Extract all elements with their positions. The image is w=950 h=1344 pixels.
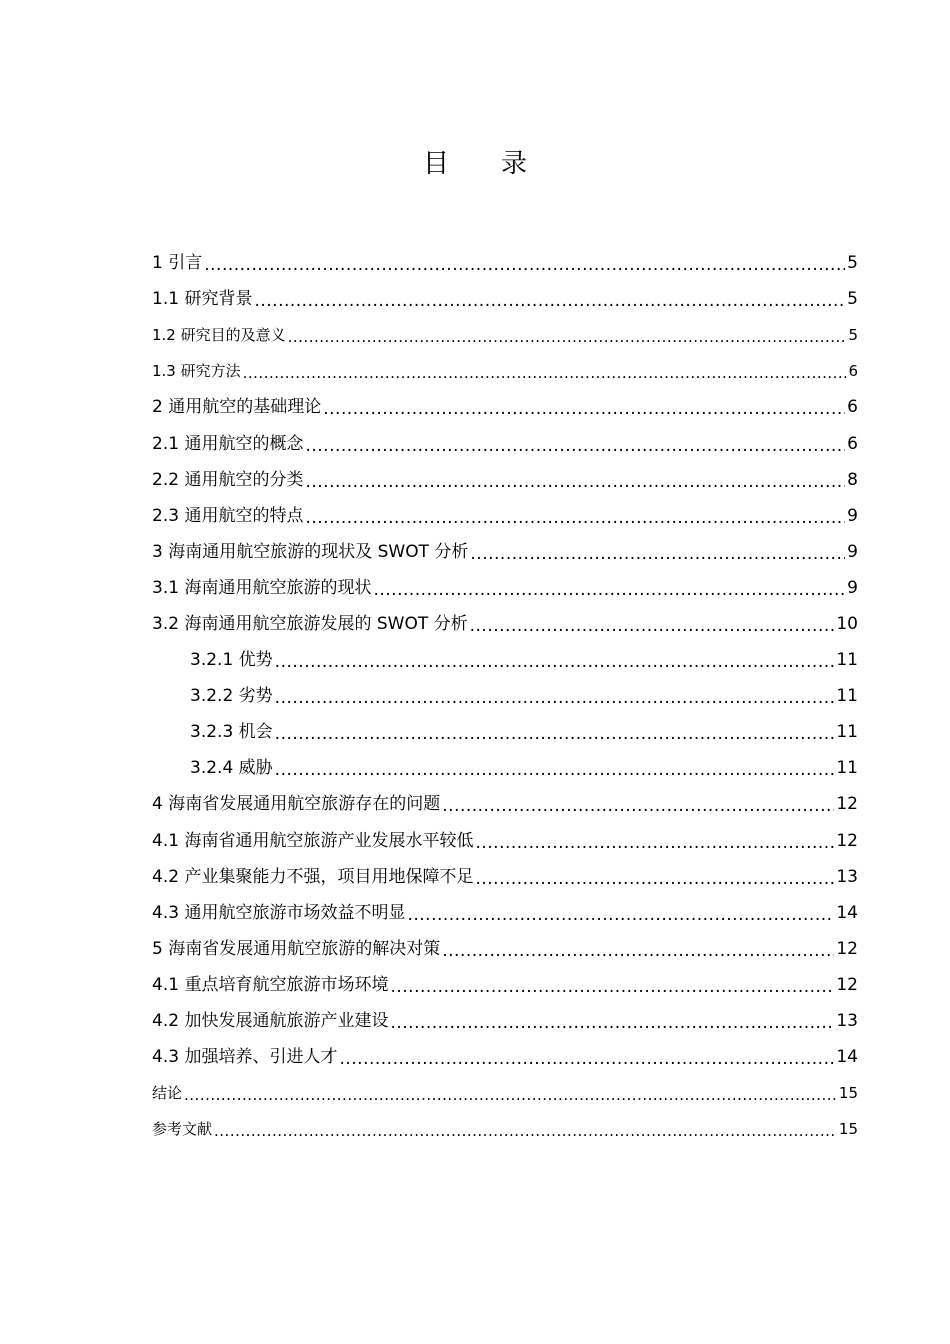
dot-leader: [373, 580, 845, 600]
dot-leader: [305, 472, 845, 492]
toc-entry-label: 4 海南省发展通用航空旅游存在的问题: [152, 794, 441, 815]
toc-entry-label: 4.1 海南省通用航空旅游产业发展水平较低: [152, 830, 474, 851]
toc-entry[interactable]: [152, 786, 858, 822]
dot-leader: [470, 544, 845, 564]
toc-entry-page-number: 11: [836, 686, 858, 707]
toc-entry-label: 4.2 加快发展通航旅游产业建设: [152, 1011, 389, 1032]
toc-entry-label: 3 海南通用航空旅游的现状及 SWOT 分析: [152, 541, 469, 562]
dot-leader: [214, 1121, 837, 1141]
toc-entry-page-number: 13: [836, 1011, 858, 1032]
dot-leader: [470, 616, 835, 636]
toc-entry[interactable]: [152, 1075, 858, 1111]
toc-entry[interactable]: [152, 281, 858, 317]
toc-entry-page-number: 6: [847, 433, 858, 454]
toc-entry-page-number: 12: [836, 794, 858, 815]
toc-entry-page-number: 13: [836, 866, 858, 887]
dot-leader: [442, 796, 834, 816]
dot-leader: [442, 941, 834, 961]
toc-entry-label: 2.1 通用航空的概念: [152, 433, 304, 454]
toc-entry-page-number: 12: [836, 830, 858, 851]
dot-leader: [204, 255, 845, 275]
toc-entry[interactable]: [152, 606, 858, 642]
toc-entry[interactable]: [152, 678, 858, 714]
dot-leader: [275, 724, 835, 744]
toc-entry[interactable]: [152, 570, 858, 606]
toc-entry-page-number: 5: [848, 326, 858, 345]
toc-entry-label: 3.2.4 威胁: [190, 758, 273, 779]
dot-leader: [475, 833, 834, 853]
toc-entry[interactable]: [152, 823, 858, 859]
toc-entry-label: 4.1 重点培育航空旅游市场环境: [152, 974, 389, 995]
dot-leader: [475, 869, 834, 889]
title-char-2: 录: [501, 149, 528, 179]
toc-entry[interactable]: [152, 1003, 858, 1039]
toc-entry-page-number: 10: [836, 613, 858, 634]
toc-entry-label: 4.3 通用航空旅游市场效益不明显: [152, 902, 406, 923]
toc-entry[interactable]: [152, 1039, 858, 1075]
title-char-1: 目: [422, 149, 449, 179]
toc-entry-label: 2.3 通用航空的特点: [152, 505, 304, 526]
toc-entry[interactable]: [152, 425, 858, 461]
toc-entry-page-number: 11: [836, 722, 858, 743]
toc-entry[interactable]: [152, 931, 858, 967]
dot-leader: [339, 1049, 834, 1069]
page-title: [0, 143, 950, 180]
dot-leader: [275, 760, 835, 780]
toc-entry[interactable]: [152, 353, 858, 389]
dot-leader: [184, 1085, 837, 1105]
dot-leader: [305, 508, 845, 528]
toc-entry-label: 3.2.3 机会: [190, 722, 273, 743]
toc-entry[interactable]: [152, 642, 858, 678]
toc-entry-page-number: 11: [836, 758, 858, 779]
toc-entry-page-number: 14: [836, 1047, 858, 1068]
dot-leader: [390, 977, 834, 997]
toc-entry-page-number: 9: [847, 577, 858, 598]
dot-leader: [243, 363, 847, 383]
toc-entry-label: 5 海南省发展通用航空旅游的解决对策: [152, 938, 441, 959]
dot-leader: [305, 436, 845, 456]
toc-entry-page-number: 8: [847, 469, 858, 490]
toc-entry[interactable]: [152, 750, 858, 786]
toc-entry-page-number: 15: [838, 1120, 858, 1139]
toc-entry-label: 4.3 加强培养、引进人才: [152, 1047, 338, 1068]
toc-entry-label: 3.2 海南通用航空旅游发展的 SWOT 分析: [152, 613, 468, 634]
toc-entry-label: 1.2 研究目的及意义: [152, 326, 286, 345]
toc-entry-page-number: 9: [847, 505, 858, 526]
toc-entry-label: 结论: [152, 1084, 183, 1103]
dot-leader: [288, 327, 847, 347]
toc-entry-page-number: 15: [838, 1084, 858, 1103]
toc-entry-page-number: 14: [836, 902, 858, 923]
toc-entry[interactable]: [152, 389, 858, 425]
toc-entry[interactable]: [152, 534, 858, 570]
toc-entry[interactable]: [152, 714, 858, 750]
toc-entry-label: 1.3 研究方法: [152, 362, 241, 381]
toc-entry[interactable]: [152, 245, 858, 281]
dot-leader: [254, 291, 845, 311]
toc-entry-page-number: 12: [836, 938, 858, 959]
toc-entry-label: 2 通用航空的基础理论: [152, 397, 322, 418]
toc-entry-page-number: 11: [836, 650, 858, 671]
toc-entry[interactable]: [152, 895, 858, 931]
dot-leader: [390, 1013, 834, 1033]
toc-entry-page-number: 12: [836, 974, 858, 995]
dot-leader: [275, 688, 835, 708]
toc-entry-label: 4.2 产业集聚能力不强，项目用地保障不足: [152, 866, 474, 887]
toc-entry-label: 3.1 海南通用航空旅游的现状: [152, 577, 372, 598]
toc-entry-page-number: 5: [847, 289, 858, 310]
toc-entry-label: 2.2 通用航空的分类: [152, 469, 304, 490]
dot-leader: [407, 905, 834, 925]
toc-entry-page-number: 5: [847, 253, 858, 274]
toc-entry[interactable]: [152, 462, 858, 498]
dot-leader: [323, 399, 845, 419]
toc-entry[interactable]: [152, 317, 858, 353]
toc-entry-label: 1 引言: [152, 253, 203, 274]
toc-entry-page-number: 9: [847, 541, 858, 562]
toc-entry[interactable]: [152, 498, 858, 534]
toc-entry-label: 参考文献: [152, 1120, 213, 1139]
dot-leader: [275, 652, 835, 672]
toc-entry[interactable]: [152, 967, 858, 1003]
table-of-contents: [152, 245, 858, 1147]
toc-entry-label: 3.2.1 优势: [190, 650, 273, 671]
toc-entry-label: 1.1 研究背景: [152, 289, 253, 310]
toc-entry[interactable]: [152, 1111, 858, 1147]
toc-entry-page-number: 6: [847, 397, 858, 418]
toc-entry[interactable]: [152, 859, 858, 895]
toc-entry-page-number: 6: [848, 362, 858, 381]
toc-entry-label: 3.2.2 劣势: [190, 686, 273, 707]
